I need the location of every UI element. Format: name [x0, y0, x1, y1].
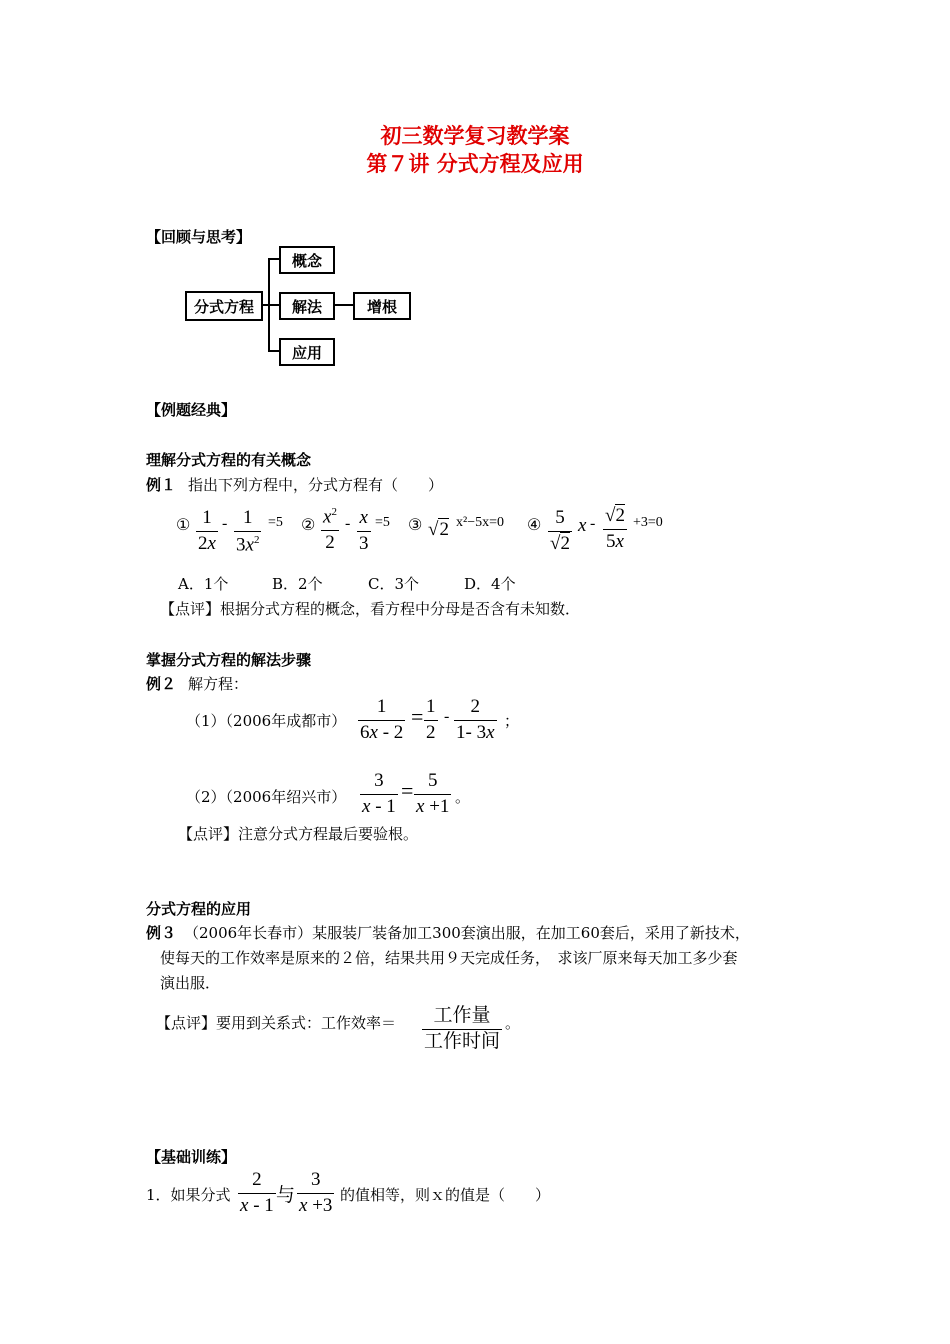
problem2-end: 。	[455, 788, 471, 806]
example2-comment: 【点评】注意分式方程最后要验根。	[178, 825, 419, 843]
fraction-x2-over-2: $x^2$ 2	[323, 506, 337, 554]
problem1-end: ；	[504, 712, 520, 730]
fraction-1-over-3x2: 1 $3x^2$	[236, 507, 260, 556]
page-subtitle: 第７讲 分式方程及应用	[366, 151, 584, 176]
root-box: 分式方程	[185, 291, 263, 321]
equals-sign: =	[411, 704, 424, 729]
marker-1: ①	[176, 517, 191, 534]
example1-label: 例１	[146, 476, 177, 494]
fraction-2-over-1-3x: 2 1- 3x	[456, 696, 495, 743]
example3-text-3: 演出服．	[160, 974, 221, 992]
branch-box-application: 应用	[279, 338, 335, 366]
fraction-work-efficiency	[422, 1006, 502, 1053]
training-heading: 【基础训练】	[146, 1148, 237, 1166]
example3-comment-end: 。	[505, 1014, 521, 1032]
example1-question: 指出下列方程中，分式方程有（ ）	[188, 476, 444, 494]
sub-box-extraneous-root: 增根	[353, 292, 411, 320]
marker-4: ④	[527, 517, 542, 534]
minus-sign: -	[222, 515, 228, 532]
example3-text-1: （2006年长春市）某服装厂装备加工300套演出服，在加工60套后，采用了新技术，	[184, 924, 750, 942]
fraction-3-over-x-1: 3 x - 1	[362, 770, 396, 817]
question1-with: 与	[276, 1185, 296, 1206]
example2-label: 例２	[146, 675, 177, 693]
choice-c: C．3个	[368, 575, 420, 593]
marker-2: ②	[301, 517, 316, 534]
minus-sign: -	[444, 708, 450, 725]
example3-comment: 【点评】要用到关系式：工作效率＝	[156, 1014, 397, 1032]
connector	[268, 258, 279, 260]
connector	[268, 304, 279, 306]
branch-box-concept: 概念	[279, 246, 335, 274]
minus-sign: -	[345, 515, 351, 532]
work-time: 工作时间	[424, 1030, 501, 1052]
fraction-1-over-2x: 1 2x	[198, 507, 216, 554]
problem1-source: （1）（2006年成都市）	[186, 712, 347, 730]
fraction-1-over-6x-2: 1 6x - 2	[360, 696, 404, 743]
fraction-1-over-2: 1 2	[426, 696, 436, 743]
fraction-x-over-3: x 3	[359, 507, 369, 554]
equals-5-a: =5	[268, 515, 283, 530]
section3-title: 分式方程的应用	[146, 900, 252, 918]
example1-comment: 【点评】根据分式方程的概念，看方程中分母是否含有未知数．	[160, 600, 581, 618]
equals-sign: =	[401, 778, 414, 803]
review-heading: 【回顾与思考】	[146, 228, 252, 246]
equals-5-b: =5	[375, 515, 390, 530]
choice-d: D．4个	[464, 575, 516, 593]
sqrt-2: √2	[428, 519, 449, 540]
examples-heading: 【例题经典】	[146, 401, 237, 419]
choice-b: B．2个	[272, 575, 323, 593]
equation4-tail: +3=0	[633, 515, 663, 530]
marker-3: ③	[408, 517, 423, 534]
question1-start: 1．如果分式	[146, 1186, 231, 1204]
connector	[268, 350, 279, 352]
fraction-2-over-x-1: 2 x - 1	[240, 1169, 274, 1216]
work-amount: 工作量	[433, 1005, 491, 1026]
section2-title: 掌握分式方程的解法步骤	[146, 651, 312, 669]
example3-label: 例３	[146, 924, 177, 942]
section1-title: 理解分式方程的有关概念	[146, 451, 312, 469]
fraction-5-over-sqrt2: 5 √2	[550, 507, 570, 554]
example2-question: 解方程：	[188, 675, 249, 693]
page-title: 初三数学复习教学案	[380, 123, 570, 148]
fraction-5-over-x-plus-1: 5 x +1	[416, 770, 450, 817]
minus-sign: -	[590, 515, 596, 532]
var-x: x	[578, 515, 587, 536]
fraction-3-over-x-plus-3: 3 x +3	[299, 1169, 333, 1216]
problem2-source: （2）（2006年绍兴市）	[186, 788, 347, 806]
equation3-tail: x²−5x=0	[456, 515, 504, 530]
choice-a: A．1个	[178, 575, 229, 593]
branch-box-method: 解法	[279, 292, 335, 320]
fraction-sqrt2-over-5x: √2 5x	[605, 505, 625, 552]
example3-text-2: 使每天的工作效率是原来的２倍，结果共用９天完成任务， 求该厂原来每天加工多少套	[160, 949, 738, 967]
question1-end: 的值相等，则ｘ的值是（ ）	[340, 1186, 551, 1204]
connector	[333, 304, 353, 306]
